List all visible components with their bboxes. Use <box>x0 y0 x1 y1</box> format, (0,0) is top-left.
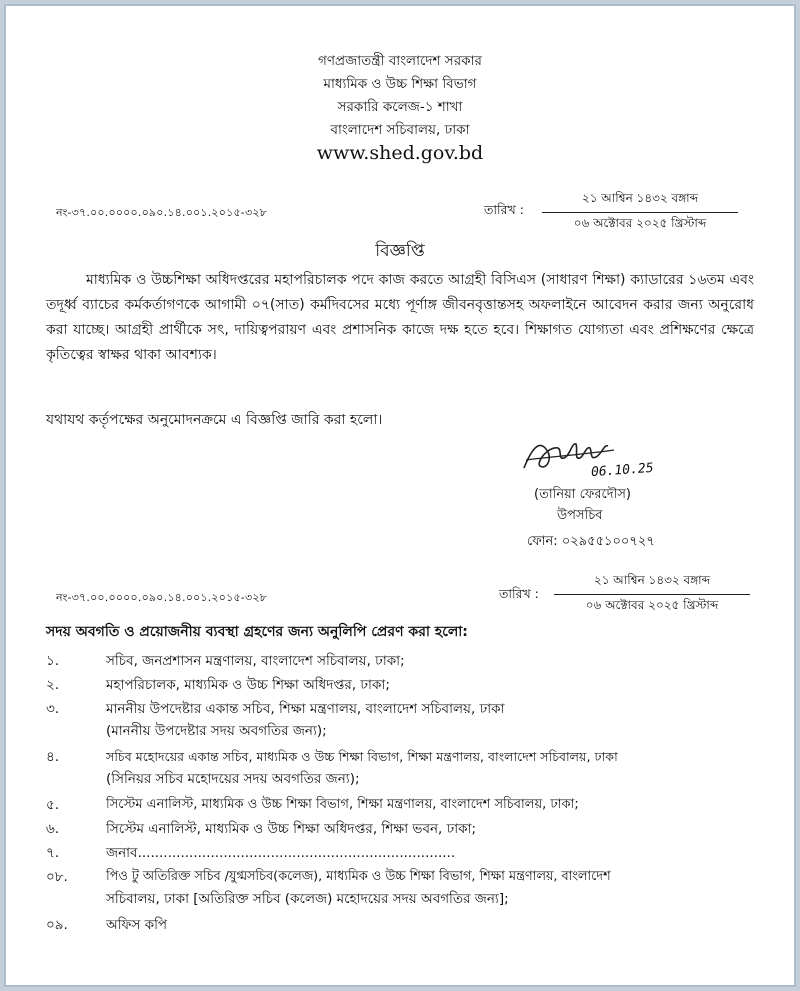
list-item-text: মহাপরিচালক, মাধ্যমিক ও উচ্চ শিক্ষা অধিদপ্তর, ঢাকা; <box>106 677 390 693</box>
list-item-text: পিও টু অতিরিক্ত সচিব /যুগ্মসচিব(কলেজ), মাধ্যমিক ও উচ্চ শিক্ষা বিভাগ, শিক্ষা মন্ত্রণালয়, বাংলাদেশ <box>106 869 611 884</box>
list-item-subtext: (সিনিয়র সচিব মহোদয়ের সদয় অবগতির জন্য); <box>106 771 360 787</box>
approval-line: যথাযথ কর্তৃপক্ষের অনুমোদনক্রমে এ বিজ্ঞপ্তি জারি করা হলো। <box>46 412 383 428</box>
list-item-text: সচিব, জনপ্রশাসন মন্ত্রণালয়, বাংলাদেশ সচিবালয়, ঢাকা; <box>106 653 405 669</box>
list-item-number: ৭. <box>46 845 60 861</box>
list-item-text: সিস্টেম এনালিস্ট, মাধ্যমিক ও উচ্চ শিক্ষা অধিদপ্তর, শিক্ষা ভবন, ঢাকা; <box>106 821 477 837</box>
list-item-number: ৫. <box>46 797 60 813</box>
list-item <box>46 866 756 910</box>
list-item <box>46 698 756 742</box>
list-item-number: ০৯. <box>46 917 68 933</box>
list-item-subtext: সচিবালয়, ঢাকা [অতিরিক্ত সচিব (কলেজ) মহোদয়ের সদয় অবগতির জন্য]; <box>106 891 509 907</box>
date-label: তারিখ : <box>484 202 524 217</box>
list-item <box>46 746 756 790</box>
memo-number: নং-৩৭.০০.০০০০.০৯০.১৪.০০১.২০১৫-৩২৮ <box>56 206 268 219</box>
signature-date: 06.10.25 <box>590 460 655 481</box>
date-english: ০৬ অক্টোবর ২০২৫ খ্রিস্টাব্দ <box>542 212 738 235</box>
list-item-text: সচিব মহোদয়ের একান্ত সচিব, মাধ্যমিক ও উচ্চ শিক্ষা বিভাগ, শিক্ষা মন্ত্রণালয়, বাংলাদেশ সচিবালয়, ঢাকা <box>106 749 618 764</box>
website-link[interactable]: www.shed.gov.bd <box>316 142 484 164</box>
notice-title: বিজ্ঞপ্তি <box>375 241 425 261</box>
notice-document <box>6 6 794 985</box>
date-english-2: ০৬ অক্টোবর ২০২৫ খ্রিস্টাব্দ <box>554 594 750 617</box>
signatory-phone: ফোন: ০২৯৫৫১০০৭২৭ <box>527 534 655 549</box>
list-item-text: জনাব.......................................................................... <box>106 845 456 861</box>
govt-name: গণপ্রজাতন্ত্রী বাংলাদেশ সরকার <box>318 53 482 69</box>
list-item-number: ৬. <box>46 821 60 837</box>
date-bangla: ২১ আশ্বিন ১৪৩২ বঙ্গাব্দ <box>581 191 699 205</box>
date-bangla-2: ২১ আশ্বিন ১৪৩২ বঙ্গাব্দ <box>593 573 711 587</box>
list-item-number: ০৮. <box>46 869 68 885</box>
signatory-designation: উপসচিব <box>557 508 603 523</box>
date-label-2: তারিখ : <box>499 586 539 601</box>
section-name: সরকারি কলেজ-১ শাখা <box>337 99 463 115</box>
list-item-text: সিস্টেম এনালিস্ট, মাধ্যমিক ও উচ্চ শিক্ষা বিভাগ, শিক্ষা মন্ত্রণালয়, বাংলাদেশ সচিবালয়, ঢাকা; <box>106 797 579 812</box>
division-name: মাধ্যমিক ও উচ্চ শিক্ষা বিভাগ <box>323 76 477 92</box>
list-item-subtext: (মাননীয় উপদেষ্টার সদয় অবগতির জন্য); <box>106 723 327 739</box>
copy-heading: সদয় অবগতি ও প্রয়োজনীয় ব্যবস্থা গ্রহণের জন্য অনুলিপি প্রেরণ করা হলো: <box>46 624 468 640</box>
list-item-number: ১. <box>46 653 60 669</box>
memo-number-2: নং-৩৭.০০.০০০০.০৯০.১৪.০০১.২০১৫-৩২৮ <box>56 591 268 604</box>
list-item-number: ২. <box>46 677 60 693</box>
notice-body: মাধ্যমিক ও উচ্চশিক্ষা অধিদপ্তরের মহাপরিচালক পদে কাজ করতে আগ্রহী বিসিএস (সাধারণ শিক্ষা) ক্যাডারের ১৬তম এবং তদূর্ধ্ব ব্যাচের কর্মকর্তাগণকে আগামী ০৭(সাত) কর্মদিবসের মধ্যে পূর্ণাঙ্গ জীবনবৃত্তান্তসহ অফলাইনে আবেদন করার জন্য অনুরোধ করা যাচ্ছে। আগ্রহী প্রার্থীকে সৎ, দায়িত্বপরায়ণ এবং প্রশাসনিক কাজে দক্ষ হতে হবে। শিক্ষাগত যোগ্যতা এবং প্রশিক্ষণের ক্ষেত্রে কৃতিত্বের স্বাক্ষর থাকা আবশ্যক। <box>46 272 754 363</box>
office-address: বাংলাদেশ সচিবালয়, ঢাকা <box>330 122 470 138</box>
date-block <box>542 190 738 235</box>
list-item-text: মাননীয় উপদেষ্টার একান্ত সচিব, শিক্ষা মন্ত্রণালয়, বাংলাদেশ সচিবালয়, ঢাকা <box>106 701 505 717</box>
list-item-text: অফিস কপি <box>106 917 168 933</box>
list-item-number: ৪. <box>46 749 60 765</box>
signatory-name: (তানিয়া ফেরদৌস) <box>534 487 631 502</box>
list-item-number: ৩. <box>46 701 60 717</box>
date-block-2 <box>554 572 750 617</box>
